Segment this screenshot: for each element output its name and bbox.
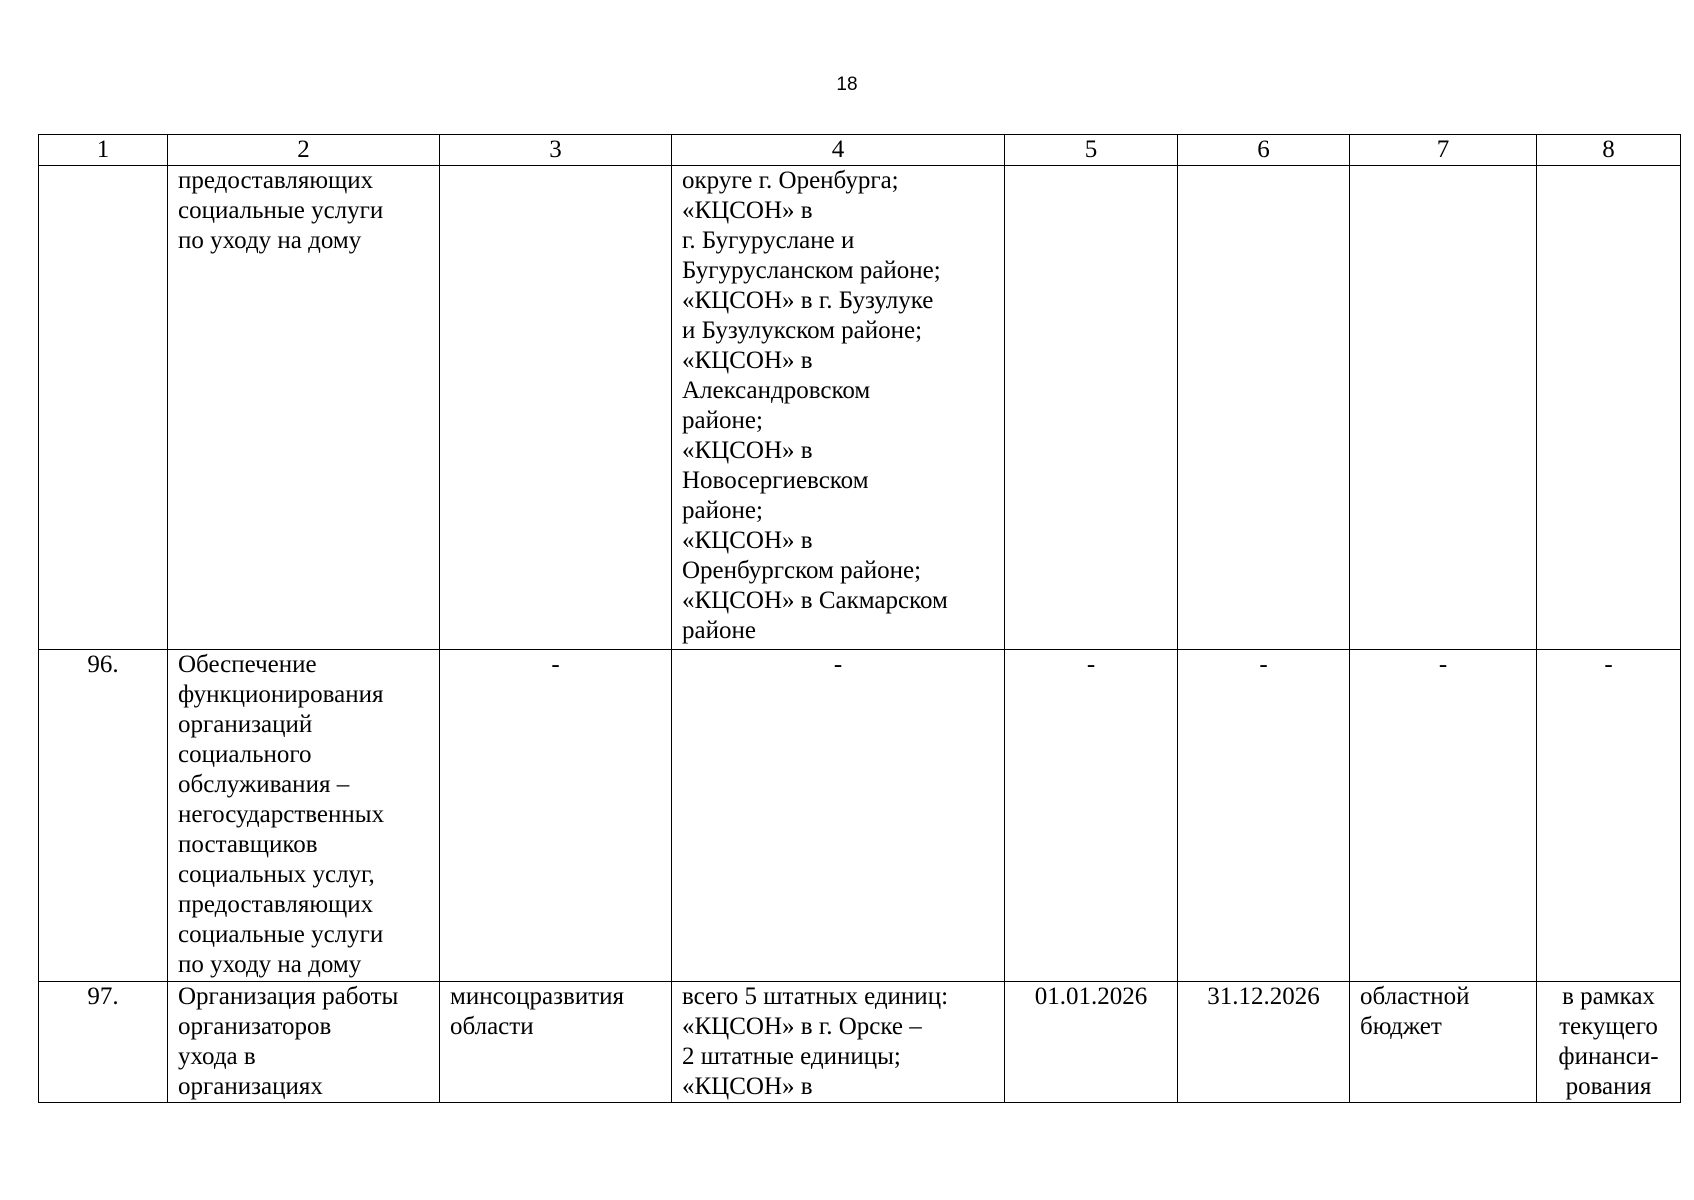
header-cell-5: 5: [1005, 135, 1178, 166]
measures-table: [38, 134, 1681, 1103]
start-date-cell: [1005, 166, 1178, 650]
text-line: г. Бугуруслане и: [682, 227, 855, 254]
result-cell: [672, 982, 1005, 1103]
text-line: социальных услуг,: [178, 861, 375, 888]
result-cell: [672, 166, 1005, 650]
header-cell-2: 2: [168, 135, 440, 166]
text-line: поставщиков: [178, 831, 318, 858]
responsible-cell: -: [440, 650, 672, 982]
header-cell-6: 6: [1178, 135, 1350, 166]
table-header-row: [39, 135, 1681, 166]
text-line: социальные услуги: [178, 197, 384, 224]
end-date-cell: 31.12.2026: [1178, 982, 1350, 1103]
row-number-cell: [39, 166, 168, 650]
start-date-cell: -: [1005, 650, 1178, 982]
page-number: 18: [836, 74, 858, 95]
text-line: областной: [1360, 983, 1470, 1010]
text-line: ухода в: [178, 1043, 256, 1070]
text-line: «КЦСОН» в Сакмарском: [682, 587, 948, 614]
text-line: социального: [178, 741, 312, 768]
text-line: Оренбургском районе;: [682, 557, 922, 584]
text-line: Бугурусланском районе;: [682, 257, 941, 284]
table-row: [39, 166, 1681, 650]
responsible-cell: [440, 166, 672, 650]
text-line: 2 штатные единицы;: [682, 1043, 901, 1070]
header-cell-4: 4: [672, 135, 1005, 166]
text-line: Александровском: [682, 377, 871, 404]
header-cell-7: 7: [1350, 135, 1537, 166]
table-row: [39, 982, 1681, 1103]
text-line: «КЦСОН» в: [682, 437, 813, 464]
text-line: по уходу на дому: [178, 951, 362, 978]
text-line: предоставляющих: [178, 891, 374, 918]
end-date-cell: [1178, 166, 1350, 650]
text-line: предоставляющих: [178, 167, 374, 194]
text-line: организаторов: [178, 1013, 332, 1040]
text-line: негосударственных: [178, 801, 385, 828]
start-date-cell: 01.01.2026: [1005, 982, 1178, 1103]
funding-amount-cell: [1537, 166, 1681, 650]
funding-source-cell: -: [1350, 650, 1537, 982]
text-line: «КЦСОН» в г. Бузулуке: [682, 287, 934, 314]
text-line: и Бузулукском районе;: [682, 317, 923, 344]
funding-source-cell: [1350, 166, 1537, 650]
text-line: районе;: [682, 407, 763, 434]
text-line: обслуживания –: [178, 771, 350, 798]
text-line: бюджет: [1360, 1013, 1442, 1040]
text-line: «КЦСОН» в: [682, 527, 813, 554]
text-line: текущего: [1559, 1013, 1658, 1040]
row-number-cell: 97.: [39, 982, 168, 1103]
table-row: [39, 650, 1681, 982]
header-cell-8: 8: [1537, 135, 1681, 166]
text-line: финанси-: [1558, 1043, 1659, 1070]
text-line: рования: [1565, 1073, 1652, 1100]
text-line: «КЦСОН» в г. Орске –: [682, 1013, 922, 1040]
end-date-cell: -: [1178, 650, 1350, 982]
text-line: округе г. Оренбурга;: [682, 167, 899, 194]
text-line: Организация работы: [178, 983, 399, 1010]
text-line: районе;: [682, 497, 763, 524]
text-line: функционирования: [178, 681, 384, 708]
responsible-cell: [440, 982, 672, 1103]
text-line: по уходу на дому: [178, 227, 362, 254]
row-number-cell: 96.: [39, 650, 168, 982]
measure-name-cell: [168, 982, 440, 1103]
measure-name-cell: [168, 166, 440, 650]
text-line: в рамках: [1562, 983, 1655, 1010]
text-line: организациях: [178, 1073, 323, 1100]
text-line: «КЦСОН» в: [682, 347, 813, 374]
text-line: всего 5 штатных единиц:: [682, 983, 949, 1010]
funding-source-cell: [1350, 982, 1537, 1103]
text-line: организаций: [178, 711, 313, 738]
funding-amount-cell: [1537, 982, 1681, 1103]
header-cell-1: 1: [39, 135, 168, 166]
text-line: районе: [682, 617, 756, 644]
text-line: Новосергиевском: [682, 467, 869, 494]
text-line: области: [450, 1013, 534, 1040]
header-cell-3: 3: [440, 135, 672, 166]
measure-name-cell: [168, 650, 440, 982]
result-cell: -: [672, 650, 1005, 982]
funding-amount-cell: -: [1537, 650, 1681, 982]
text-line: социальные услуги: [178, 921, 384, 948]
text-line: минсоцразвития: [450, 983, 625, 1010]
text-line: «КЦСОН» в: [682, 1073, 813, 1100]
text-line: Обеспечение: [178, 651, 317, 678]
text-line: «КЦСОН» в: [682, 197, 813, 224]
